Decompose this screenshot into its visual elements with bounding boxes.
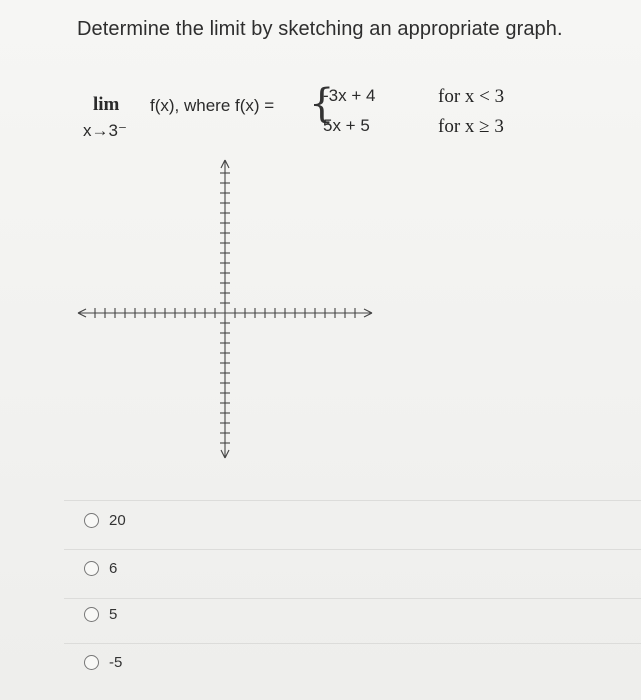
divider bbox=[64, 643, 641, 644]
divider bbox=[64, 549, 641, 550]
answer-option[interactable] bbox=[84, 512, 126, 529]
function-label: f(x), where f(x) = bbox=[150, 96, 275, 115]
divider bbox=[64, 500, 641, 501]
option-label: 6 bbox=[109, 560, 118, 577]
piece-expression-2: 5x + 5 bbox=[323, 116, 370, 135]
piece-expression-1: -3x + 4 bbox=[323, 86, 376, 105]
radio-button[interactable] bbox=[84, 561, 99, 576]
y-arrow-up bbox=[225, 160, 229, 168]
piece-condition-1: for x < 3 bbox=[438, 86, 505, 107]
limit-approach: x→3⁻ bbox=[83, 121, 127, 140]
y-arrow-up bbox=[221, 160, 225, 168]
radio-button[interactable] bbox=[84, 655, 99, 670]
y-arrow-down bbox=[225, 450, 229, 458]
option-label: 20 bbox=[109, 512, 126, 529]
divider bbox=[64, 598, 641, 599]
option-label: 5 bbox=[109, 606, 118, 623]
radio-button[interactable] bbox=[84, 513, 99, 528]
question-text: Determine the limit by sketching an appropriate graph. bbox=[77, 18, 563, 40]
x-arrow-left bbox=[78, 309, 86, 313]
piecewise-brace: { bbox=[309, 81, 335, 127]
piece-condition-2: for x ≥ 3 bbox=[438, 116, 504, 137]
answer-option[interactable] bbox=[84, 606, 117, 623]
x-arrow-right bbox=[364, 309, 372, 313]
y-arrow-down bbox=[221, 450, 225, 458]
limit-symbol: lim bbox=[93, 94, 120, 115]
answer-option[interactable] bbox=[84, 654, 122, 671]
x-arrow-left bbox=[78, 313, 86, 317]
x-arrow-right bbox=[364, 313, 372, 317]
radio-button[interactable] bbox=[84, 607, 99, 622]
answer-option[interactable] bbox=[84, 560, 117, 577]
option-label: -5 bbox=[109, 654, 123, 671]
